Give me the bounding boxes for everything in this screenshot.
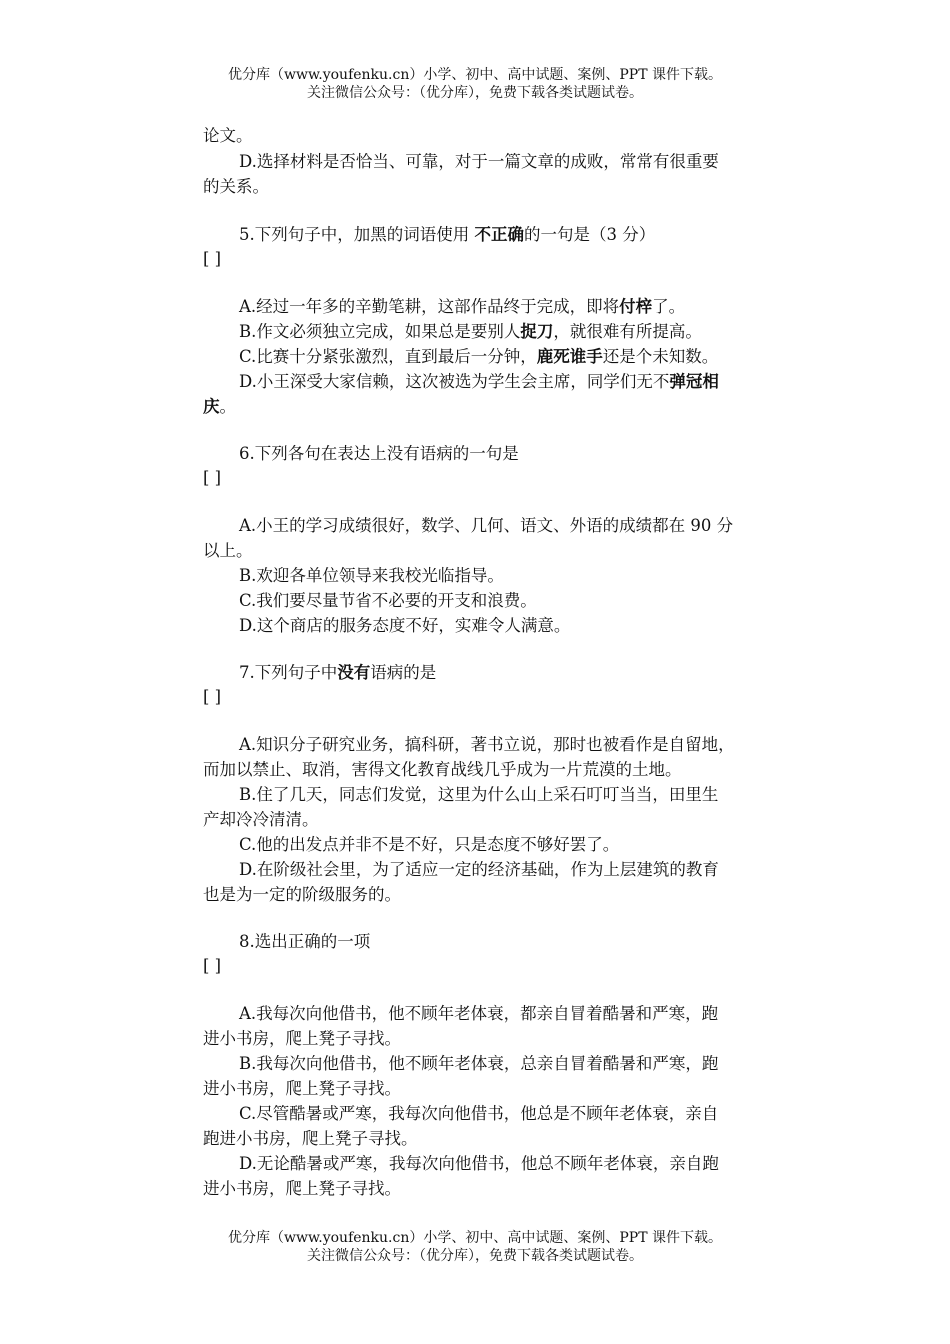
q5-stem-post: 的一句是（3 分） — [524, 225, 656, 244]
q6-option-b: B.欢迎各单位领导来我校光临指导。 — [239, 566, 504, 585]
page-header — [0, 66, 950, 102]
q8-option-c-line2: 跑进小书房，爬上凳子寻找。 — [203, 1129, 418, 1148]
q8-option-d-line1: D.无论酷暑或严寒，我每次向他借书，他总不顾年老体衰，亲自跑 — [239, 1154, 719, 1173]
q6-option-a-line2: 以上。 — [203, 541, 253, 560]
q7-stem — [239, 661, 436, 685]
q7-option-a-line2: 而加以禁止、取消，害得文化教育战线几乎成为一片荒漠的土地。 — [203, 760, 682, 779]
q7-option-c: C.他的出发点并非不是不好，只是态度不够好罢了。 — [239, 835, 620, 854]
page-footer — [0, 1229, 950, 1265]
q5-option-b-post: ，就很难有所提高。 — [553, 322, 702, 341]
footer-line-2: 关注微信公众号：（优分库），免费下载各类试题试卷。 — [307, 1248, 643, 1264]
q5-option-b-pre: B.作文必须独立完成，如果总是要别人 — [239, 322, 521, 341]
q7-answer-bracket: [ ] — [203, 687, 222, 706]
footer-line-1: 优分库（www.youfenku.cn）小学、初中、高中试题、案例、PPT 课件下载。 — [227, 1230, 722, 1246]
q5-option-c-bold: 鹿死谁手 — [536, 347, 603, 366]
q5-option-d-post: 。 — [219, 397, 236, 416]
q5-option-a-bold: 付梓 — [619, 297, 653, 316]
q6-option-d: D.这个商店的服务态度不好，实难令人满意。 — [239, 616, 571, 635]
q6-stem: 6.下列各句在表达上没有语病的一句是 — [239, 444, 519, 463]
q5-option-d-bold1: 弹冠相 — [669, 372, 719, 391]
q8-option-b-line1: B.我每次向他借书，他不顾年老体衰，总亲自冒着酷暑和严寒，跑 — [239, 1054, 719, 1073]
q4-continuation: 论文。 — [203, 126, 253, 145]
q5-stem-pre: 5.下列句子中，加黑的词语使用 — [239, 225, 475, 244]
q8-option-d-line2: 进小书房，爬上凳子寻找。 — [203, 1179, 401, 1198]
q7-option-b-line2: 产却冷冷清清。 — [203, 810, 319, 829]
q8-answer-bracket: [ ] — [203, 956, 222, 975]
q5-option-d-line2 — [203, 395, 236, 419]
q8-stem: 8.选出正确的一项 — [239, 932, 371, 951]
q5-option-c-post: 还是个未知数。 — [602, 347, 719, 366]
q5-option-a-post: 了。 — [652, 297, 686, 316]
q7-stem-bold: 没有 — [337, 663, 371, 682]
q6-answer-bracket: [ ] — [203, 468, 222, 487]
header-line-2: 关注微信公众号：（优分库），免费下载各类试题试卷。 — [307, 85, 643, 101]
q5-option-c — [239, 345, 718, 369]
q7-option-b-line1: B.住了几天，同志们发觉，这里为什么山上采石叮叮当当，田里生 — [239, 785, 719, 804]
q5-option-d-pre: D.小王深受大家信赖，这次被选为学生会主席，同学们无不 — [239, 372, 670, 391]
q5-option-b — [239, 320, 702, 344]
q6-option-a-line1: A.小王的学习成绩很好，数学、几何、语文、外语的成绩都在 90 分 — [239, 516, 734, 535]
q7-option-d-line1: D.在阶级社会里，为了适应一定的经济基础，作为上层建筑的教育 — [239, 860, 719, 879]
q6-option-c: C.我们要尽量节省不必要的开支和浪费。 — [239, 591, 537, 610]
q7-option-a-line1: A.知识分子研究业务，搞科研，著书立说，那时也被看作是自留地， — [239, 735, 735, 754]
q7-option-d-line2: 也是为一定的阶级服务的。 — [203, 885, 401, 904]
q5-option-a-pre: A.经过一年多的辛勤笔耕，这部作品终于完成，即将 — [239, 297, 620, 316]
q5-answer-bracket: [ ] — [203, 249, 222, 268]
q5-stem-bold: 不正确 — [474, 225, 524, 244]
q7-stem-pre: 7.下列句子中 — [239, 663, 338, 682]
q5-option-d-line1 — [239, 370, 719, 394]
q5-option-c-pre: C.比赛十分紧张激烈，直到最后一分钟， — [239, 347, 537, 366]
header-line-1: 优分库（www.youfenku.cn）小学、初中、高中试题、案例、PPT 课件下载。 — [227, 67, 722, 83]
q8-option-b-line2: 进小书房，爬上凳子寻找。 — [203, 1079, 401, 1098]
q5-option-d-bold2: 庆 — [203, 397, 220, 416]
q5-stem — [239, 223, 655, 247]
q8-option-a-line2: 进小书房，爬上凳子寻找。 — [203, 1029, 401, 1048]
q7-stem-post: 语病的是 — [370, 663, 437, 682]
q8-option-a-line1: A.我每次向他借书，他不顾年老体衰，都亲自冒着酷暑和严寒，跑 — [239, 1004, 719, 1023]
q5-option-a — [239, 295, 685, 319]
q8-option-c-line1: C.尽管酷暑或严寒，我每次向他借书，他总是不顾年老体衰，亲自 — [239, 1104, 719, 1123]
q4-option-d-line2: 的关系。 — [203, 177, 269, 196]
q5-option-b-bold: 捉刀 — [520, 322, 554, 341]
q4-option-d-line1: D.选择材料是否恰当、可靠，对于一篇文章的成败，常常有很重要 — [239, 152, 719, 171]
